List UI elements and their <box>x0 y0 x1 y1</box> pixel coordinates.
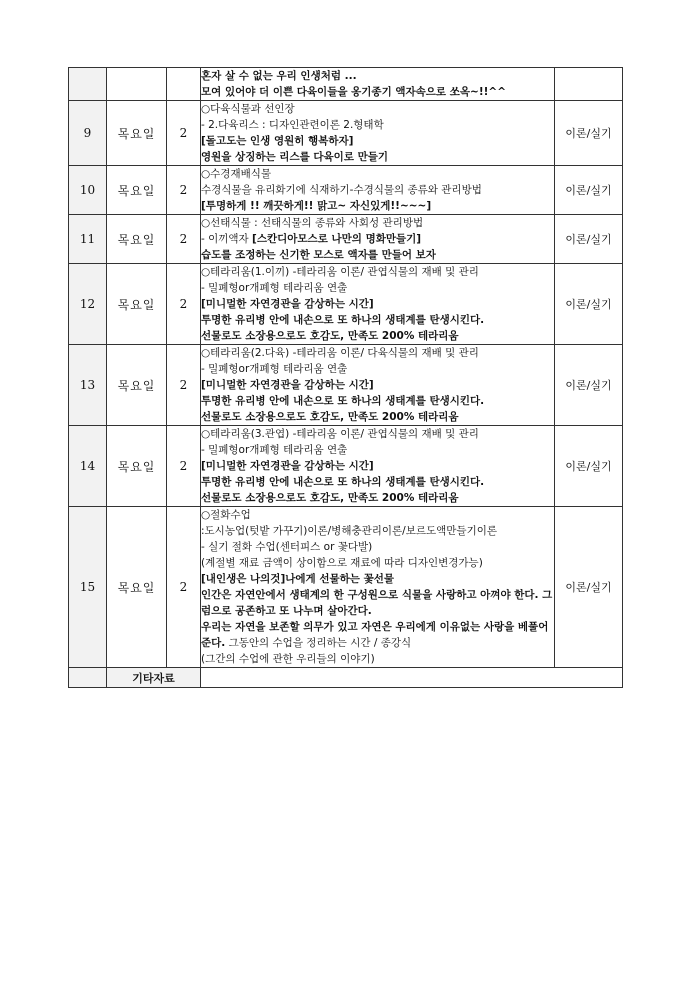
content-line: 습도를 조정하는 신기한 모스로 액자를 만들어 보자 <box>201 249 436 261</box>
class-hours: 2 <box>167 507 201 668</box>
content-bold: [스칸디아모스로 나만의 명화만들기] <box>252 233 422 245</box>
class-content <box>201 345 555 426</box>
class-type: 이론/실기 <box>555 166 623 215</box>
content-bold: 우리는 자연을 보존할 의무가 있고 자연은 우리에게 이유없는 사랑을 베풀어 준다. <box>201 621 549 649</box>
content-line: 투명한 유리병 안에 내손으로 또 하나의 생태계를 탄생시킨다. <box>201 314 485 326</box>
schedule-row <box>69 264 623 345</box>
class-day: 목요일 <box>107 101 167 166</box>
extra-materials-blank <box>69 668 107 688</box>
class-type: 이론/실기 <box>555 264 623 345</box>
content-line: 모여 있어야 더 이쁜 다육이들을 옹기종기 액자속으로 쏘옥~!!^^ <box>201 86 506 98</box>
week-number: 11 <box>69 215 107 264</box>
class-content <box>201 166 555 215</box>
content-line: - 실기 절화 수업(센터피스 or 꽃다발) <box>201 541 373 553</box>
content-line: - 밀폐형or개폐형 테라리움 연출 <box>201 444 348 456</box>
content-plain: - 이끼액자 <box>201 233 253 245</box>
class-day: 목요일 <box>107 345 167 426</box>
class-content <box>201 215 555 264</box>
content-line: (계절별 재료 금액이 상이함으로 재료에 따라 디자인변경가능) <box>201 557 483 569</box>
class-day: 목요일 <box>107 215 167 264</box>
class-hours: 2 <box>167 166 201 215</box>
content-line: - 밀폐형or개폐형 테라리움 연출 <box>201 363 348 375</box>
class-day <box>107 68 167 101</box>
content-line: [투명하게 !! 깨끗하게!! 맑고~ 자신있게!!~~~] <box>201 200 432 212</box>
class-day: 목요일 <box>107 264 167 345</box>
week-number <box>69 68 107 101</box>
schedule-row <box>69 68 623 101</box>
class-type: 이론/실기 <box>555 215 623 264</box>
content-line: 선물로도 소장용으로도 호감도, 만족도 200% 테라리움 <box>201 492 459 504</box>
class-hours: 2 <box>167 426 201 507</box>
class-hours <box>167 68 201 101</box>
content-line: [미니멀한 자연경관을 감상하는 시간] <box>201 379 374 391</box>
week-number: 12 <box>69 264 107 345</box>
class-content <box>201 68 555 101</box>
content-line <box>201 231 554 247</box>
content-line: 투명한 유리병 안에 내손으로 또 하나의 생태계를 탄생시킨다. <box>201 395 485 407</box>
class-type: 이론/실기 <box>555 345 623 426</box>
class-day: 목요일 <box>107 507 167 668</box>
class-type: 이론/실기 <box>555 426 623 507</box>
content-line: 혼자 살 수 없는 우리 인생처럼 ... <box>201 70 357 82</box>
class-day: 목요일 <box>107 426 167 507</box>
week-number: 14 <box>69 426 107 507</box>
schedule-row <box>69 345 623 426</box>
extra-materials-value <box>201 668 623 688</box>
class-content <box>201 426 555 507</box>
schedule-row <box>69 101 623 166</box>
content-line: (그간의 수업에 관한 우리들의 이야기) <box>201 653 375 665</box>
content-line: - 밀폐형or개폐형 테라리움 연출 <box>201 282 348 294</box>
class-hours: 2 <box>167 345 201 426</box>
week-number: 15 <box>69 507 107 668</box>
content-line: - 2.다육리스 : 디자인관련이론 2.형태학 <box>201 119 384 131</box>
syllabus-table <box>68 67 623 688</box>
content-line: [내인생은 나의것]나에게 선물하는 꽃선물 <box>201 573 394 585</box>
class-hours: 2 <box>167 101 201 166</box>
class-type <box>555 68 623 101</box>
content-plain: 그동안의 수업을 정리하는 시간 / 종강식 <box>225 637 412 649</box>
schedule-row <box>69 426 623 507</box>
class-content <box>201 101 555 166</box>
content-line: [미니멀한 자연경관을 감상하는 시간] <box>201 298 374 310</box>
content-line: [돌고도는 인생 영원히 행복하자] <box>201 135 354 147</box>
content-line: ○테라리움(2.다육) -테라리움 이론/ 다육식물의 재배 및 관리 <box>201 347 479 359</box>
content-line: 투명한 유리병 안에 내손으로 또 하나의 생태계를 탄생시킨다. <box>201 476 485 488</box>
schedule-row <box>69 166 623 215</box>
extra-materials-label: 기타자료 <box>107 668 201 688</box>
content-line: ○절화수업 <box>201 509 251 521</box>
week-number: 13 <box>69 345 107 426</box>
content-line: :도시농업(텃밭 가꾸기)이론/병해충관리이론/보르도액만들기이론 <box>201 525 498 537</box>
class-day: 목요일 <box>107 166 167 215</box>
content-line: 인간은 자연안에서 생태계의 한 구성원으로 식물을 사랑하고 아껴야 한다. 그럼으로 공존하고 또 나누며 살아간다. <box>201 589 553 617</box>
class-content <box>201 264 555 345</box>
content-line: 수경식물을 유리화기에 식재하기-수경식물의 종류와 관리방법 <box>201 184 482 196</box>
content-line: 영원을 상징하는 리스를 다육이로 만들기 <box>201 151 389 163</box>
content-line: ○다육식물과 선인장 <box>201 103 295 115</box>
class-type: 이론/실기 <box>555 101 623 166</box>
content-line: ○수경재배식물 <box>201 168 272 180</box>
extra-materials-row <box>69 668 623 688</box>
schedule-row <box>69 507 623 668</box>
content-line: 선물로도 소장용으로도 호감도, 만족도 200% 테라리움 <box>201 411 459 423</box>
schedule-row <box>69 215 623 264</box>
class-hours: 2 <box>167 215 201 264</box>
week-number: 10 <box>69 166 107 215</box>
content-line <box>201 619 554 651</box>
content-line: ○테라리움(3.관엽) -테라리움 이론/ 관엽식물의 재배 및 관리 <box>201 428 479 440</box>
class-hours: 2 <box>167 264 201 345</box>
syllabus-body <box>69 68 623 668</box>
content-line: ○선태식물 : 선태식물의 종류와 사회성 관리방법 <box>201 217 424 229</box>
content-line: 선물로도 소장용으로도 호감도, 만족도 200% 테라리움 <box>201 330 459 342</box>
class-content <box>201 507 555 668</box>
class-type: 이론/실기 <box>555 507 623 668</box>
content-line: [미니멀한 자연경관을 감상하는 시간] <box>201 460 374 472</box>
content-line: ○테라리움(1.이끼) -테라리움 이론/ 관엽식물의 재배 및 관리 <box>201 266 479 278</box>
week-number: 9 <box>69 101 107 166</box>
